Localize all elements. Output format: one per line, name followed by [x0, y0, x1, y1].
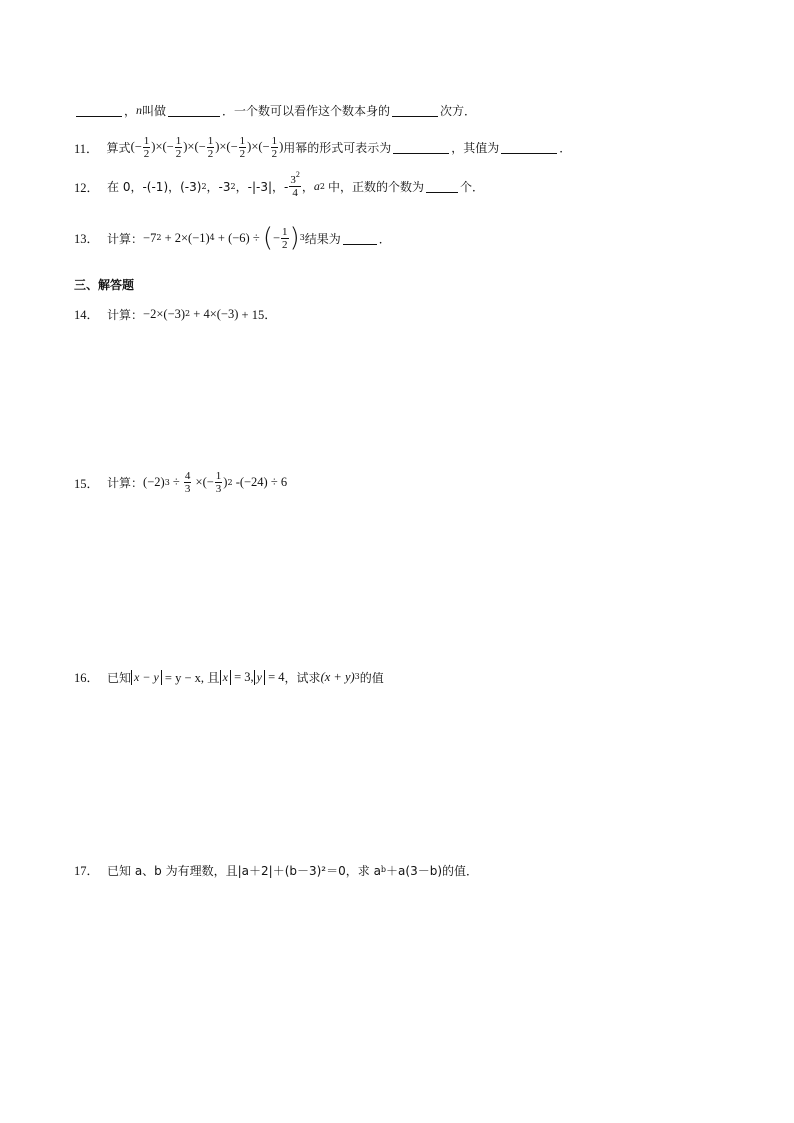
question-10-line: ， n 叫做 ．一个数可以看作这个数本身的 次方．	[74, 102, 476, 119]
question-number: 16．	[74, 671, 100, 685]
question-text: 已知 a、b 为有理数，且|a＋2|＋(b－3)²＝0，求 a	[107, 863, 381, 878]
question-text: 个．	[459, 180, 484, 194]
math-term: + 2×(−1)	[161, 230, 210, 245]
fraction	[239, 135, 247, 160]
absolute-value: x − y	[131, 670, 162, 685]
question-text: ，	[301, 180, 314, 194]
answer-blank[interactable]	[393, 141, 449, 154]
section-title: 三、解答题	[74, 278, 135, 292]
math-expression	[131, 135, 284, 160]
math-term: −2×	[143, 306, 164, 321]
question-text: 中，正数的个数为	[327, 180, 424, 194]
question-text: 已知	[107, 670, 132, 685]
math-term: )	[279, 139, 284, 154]
question-text: 算式	[106, 141, 131, 155]
question-number: 15．	[74, 476, 100, 491]
question-text: ．一个数可以看作这个数本身的	[222, 104, 391, 118]
question-17: 17． 已知 a、b 为有理数，且|a＋2|＋(b－3)²＝0，求 a b ＋a(3－b)的值．	[74, 861, 478, 879]
absolute-value: x	[220, 670, 231, 685]
answer-blank[interactable]	[501, 141, 557, 154]
times-sign: ×	[219, 139, 227, 154]
question-text: 用幂的形式可表示为	[283, 141, 392, 155]
math-term: (−	[130, 139, 142, 154]
exponent: 2	[295, 170, 300, 179]
question-text: ．	[378, 231, 391, 246]
math-term: = 4	[264, 669, 285, 684]
question-number: 13．	[74, 232, 100, 246]
question-text: 计算：	[107, 307, 144, 322]
math-term: (−	[162, 139, 174, 154]
question-number: 11．	[74, 141, 99, 156]
question-text: 结果为	[304, 231, 341, 246]
question-11	[74, 135, 571, 160]
question-number: 12．	[74, 180, 100, 195]
question-15: 15． 计算： ( −2 ) 3 ÷ $\frac{4}{3}$ ×(− $\frac{1}{3}$ ) 2 -(−24) ÷ 6	[74, 470, 288, 495]
math-term: (x + y)	[320, 669, 355, 684]
absolute-value: y	[254, 670, 265, 685]
math-term: + (−6) ÷	[214, 230, 263, 245]
question-16: 16． 已知 x − y = y − x, 且 x = 3, y = 4 ，试求 (x + y) 3 的值	[74, 669, 384, 685]
answer-blank[interactable]	[343, 232, 377, 245]
math-term: −7	[143, 230, 157, 245]
question-text: 叫做	[142, 104, 167, 118]
fraction	[207, 135, 215, 160]
question-text: 在 0，-(-1)，(-3)	[107, 180, 202, 194]
fraction-denominator: 2	[207, 148, 214, 160]
question-text: ，-3	[206, 180, 231, 194]
answer-blank[interactable]	[76, 104, 122, 117]
fraction-denominator: 2	[282, 238, 288, 251]
math-term: (−	[226, 139, 238, 154]
math-term: = 3,	[230, 669, 254, 684]
fraction-denominator: 2	[271, 148, 278, 160]
fraction	[175, 135, 183, 160]
answer-blank[interactable]	[426, 180, 458, 193]
answer-blank[interactable]	[168, 104, 220, 117]
question-text: 计算：	[107, 231, 144, 246]
fraction-denominator: 4	[292, 187, 298, 199]
fraction-denominator: 3	[184, 483, 191, 495]
fraction-denominator: 2	[175, 148, 182, 160]
question-text: 次方．	[440, 104, 477, 118]
fraction	[215, 470, 223, 495]
question-13: 13． 计算： −7 2 + 2×(−1) 4 + (−6) ÷ ( − $\frac{1}{2}$ ) 3 结果为 ．	[74, 223, 391, 253]
fraction-numerator: 4	[184, 470, 191, 482]
fraction-denominator: 3	[215, 483, 222, 495]
times-sign: ×	[187, 139, 195, 154]
fraction-numerator: 3	[290, 174, 296, 186]
math-term: ×(−	[192, 475, 214, 489]
fraction-numerator: 1	[239, 135, 246, 147]
question-text: ＋a(3－b)的值．	[386, 863, 479, 878]
question-text: 的值	[359, 670, 384, 685]
math-term: )	[247, 139, 252, 154]
fraction-numerator: 1	[143, 135, 150, 147]
math-term: −2	[147, 475, 161, 489]
math-term: )	[223, 475, 228, 489]
math-term: −	[272, 230, 281, 245]
fraction-numerator: 1	[207, 135, 214, 147]
math-term: + 15．	[238, 308, 277, 322]
fraction-numerator: 1	[215, 470, 222, 482]
variable-n: n	[136, 103, 143, 117]
fraction	[271, 135, 279, 160]
fraction-numerator: 1	[175, 135, 182, 147]
question-text: ．	[559, 141, 572, 155]
question-text: 计算：	[107, 476, 144, 490]
math-term: -(−24) ÷ 6	[232, 475, 288, 489]
math-term: (−	[258, 139, 270, 154]
times-sign: ×	[155, 139, 163, 154]
question-text: ，-|-3|，-	[235, 180, 289, 194]
fraction	[143, 135, 151, 160]
question-14: 14． 计算： −2× ( −3 ) 2 + 4× ( −3 ) + 15．	[74, 306, 277, 322]
variable-a: a	[313, 179, 320, 193]
fraction-numerator: 1	[282, 225, 288, 238]
answer-blank[interactable]	[392, 104, 438, 117]
fraction-denominator: 2	[143, 148, 150, 160]
fraction	[289, 170, 301, 199]
fraction-denominator: 2	[239, 148, 246, 160]
math-term: (−	[194, 139, 206, 154]
times-sign: ×	[251, 139, 259, 154]
question-text: ，其值为	[451, 141, 500, 155]
math-term: + 4×	[190, 306, 217, 321]
math-term: −3	[220, 306, 235, 321]
question-number: 17．	[74, 864, 100, 878]
math-term: ÷	[169, 475, 183, 489]
fraction	[281, 226, 289, 251]
question-text: ，试求	[284, 670, 321, 685]
math-term: )	[183, 139, 188, 154]
math-term: )	[151, 139, 156, 154]
math-term: )	[215, 139, 220, 154]
question-number: 14．	[74, 308, 100, 322]
math-term: = y − x, 且	[161, 671, 220, 685]
fraction-numerator: 1	[271, 135, 278, 147]
math-term: −3	[167, 306, 181, 321]
fraction	[184, 470, 192, 495]
question-12: 12． 在 0，-(-1)，(-3) 2 ，-3 2 ，-|-3|，- $\frac{3^2}{4}$ ， a 2 中，正数的个数为 个．	[74, 170, 484, 199]
